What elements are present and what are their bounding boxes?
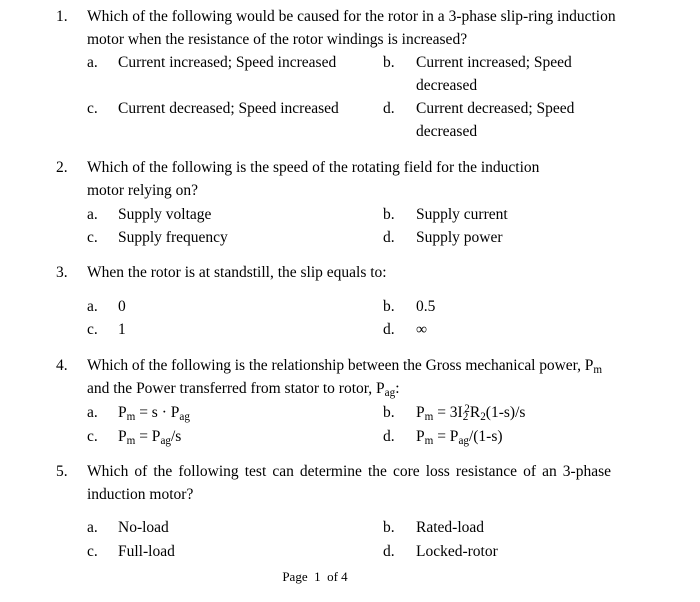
option-c: Supply frequency bbox=[118, 229, 228, 246]
option-b: Supply current bbox=[416, 206, 508, 223]
option-letter: c. bbox=[87, 100, 98, 117]
option-a-formula: $P_m = s \cdot P_{ag}$ bbox=[118, 404, 190, 424]
option-letter: c. bbox=[87, 543, 98, 560]
option-letter: d. bbox=[383, 100, 395, 117]
option-letter: a. bbox=[87, 519, 98, 536]
question-stem-line: motor when the resistance of the rotor windings is increased? bbox=[87, 31, 468, 48]
option-letter: c. bbox=[87, 229, 98, 246]
option-letter: b. bbox=[383, 519, 395, 536]
option-c-formula: $P_m = P_{ag}/s$ bbox=[118, 428, 182, 448]
option-b-continued: decreased bbox=[416, 77, 478, 94]
option-a: 0 bbox=[118, 298, 126, 315]
question-stem-line: Which of the following would be caused for the rotor in a 3-phase slip-ring induction bbox=[87, 8, 616, 25]
question-stem-line: When the rotor is at standstill, the slip equals to: bbox=[87, 264, 387, 281]
option-letter: c. bbox=[87, 428, 98, 445]
option-letter: d. bbox=[383, 543, 395, 560]
option-letter: b. bbox=[383, 54, 395, 71]
option-c: Full-load bbox=[118, 543, 175, 560]
option-letter: a. bbox=[87, 298, 98, 315]
question-stem-line: Which of the following is the speed of the rotating field for the induction bbox=[87, 159, 540, 176]
option-d-formula: $P_m = P_{ag}/(1-s)$ bbox=[416, 428, 503, 448]
option-b: Current increased; Speed bbox=[416, 54, 572, 71]
question-number: 1. bbox=[56, 8, 68, 25]
option-letter: d. bbox=[383, 229, 395, 246]
option-a: Current increased; Speed increased bbox=[118, 54, 337, 71]
option-letter: b. bbox=[383, 206, 395, 223]
option-b: Rated-load bbox=[416, 519, 485, 536]
question-stem-line: induction motor? bbox=[87, 486, 194, 503]
question-stem-line: motor relying on? bbox=[87, 182, 199, 199]
page-footer: Page 1 of 4 bbox=[282, 569, 348, 584]
question-stem-line: Which of the following is the relationship between the Gross mechanical power, $P_m$ bbox=[87, 357, 602, 377]
option-letter: c. bbox=[87, 321, 98, 338]
option-d: ∞ bbox=[416, 321, 428, 338]
option-letter: a. bbox=[87, 404, 98, 421]
option-b-formula: $P_m = 3I_2^2R_2(1-s)/s$ bbox=[416, 402, 526, 424]
option-letter: b. bbox=[383, 298, 395, 315]
question-number: 2. bbox=[56, 159, 68, 176]
option-d-continued: decreased bbox=[416, 123, 478, 140]
option-b: 0.5 bbox=[416, 298, 436, 315]
question-number: 3. bbox=[56, 264, 68, 281]
option-c: 1 bbox=[118, 321, 126, 338]
question-stem-line: and the Power transferred from stator to rotor, $P_{ag}$: bbox=[87, 380, 400, 400]
option-letter: a. bbox=[87, 206, 98, 223]
option-a: Supply voltage bbox=[118, 206, 212, 223]
question-number: 4. bbox=[56, 357, 68, 374]
option-a: No-load bbox=[118, 519, 169, 536]
question-number: 5. bbox=[56, 463, 68, 480]
option-letter: b. bbox=[383, 404, 395, 421]
option-d: Locked-rotor bbox=[416, 543, 498, 560]
question-stem-line: Which of the following test can determine the core loss resistance of an 3-phase bbox=[87, 463, 611, 480]
option-letter: d. bbox=[383, 428, 395, 445]
option-d: Supply power bbox=[416, 229, 503, 246]
option-c: Current decreased; Speed increased bbox=[118, 100, 339, 117]
option-d: Current decreased; Speed bbox=[416, 100, 575, 117]
option-letter: d. bbox=[383, 321, 395, 338]
option-letter: a. bbox=[87, 54, 98, 71]
